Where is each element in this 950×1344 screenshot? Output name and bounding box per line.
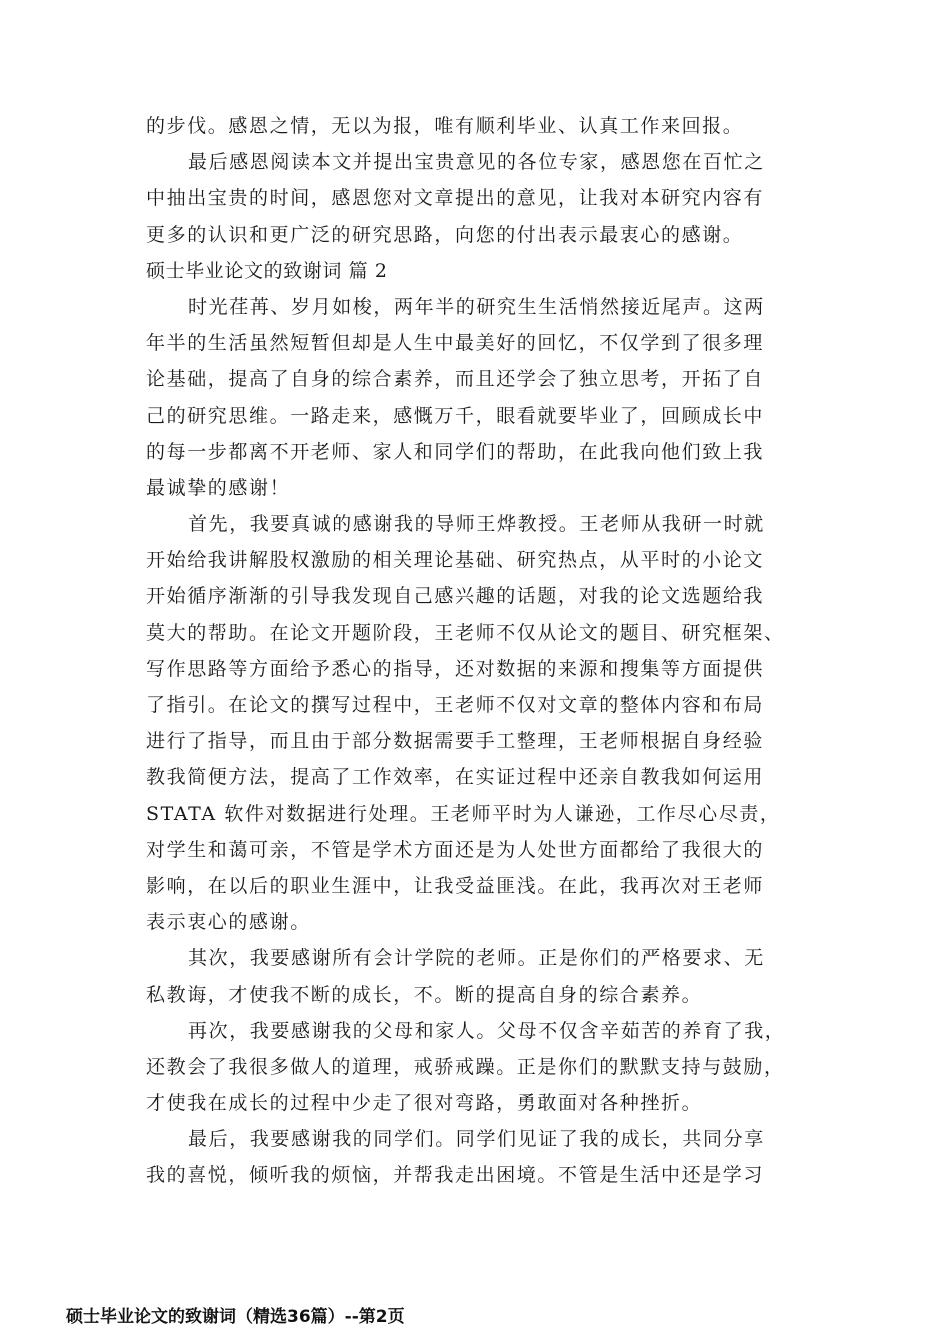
paragraph-line: 时光荏苒、岁月如梭，两年半的研究生生活悄然接近尾声。这两 <box>188 295 765 318</box>
paragraph-line: 教我简便方法，提高了工作效率，在实证过程中还亲自教我如何运用 <box>146 766 765 789</box>
paragraph-line: 对学生和蔼可亲，不管是学术方面还是为人处世方面都给了我很大的 <box>146 838 765 861</box>
paragraph-line: 年半的生活虽然短暂但却是人生中最美好的回忆，不仅学到了很多理 <box>146 332 765 355</box>
paragraph-line: 的步伐。感恩之情，无以为报，唯有顺利毕业、认真工作来回报。 <box>146 115 744 137</box>
paragraph-line: 再次，我要感谢我的父母和家人。父母不仅含辛茹苦的养育了我， <box>188 1019 786 1042</box>
paragraph-line: 论基础，提高了自身的综合素养，而且还学会了独立思考，开拓了自 <box>146 368 765 391</box>
paragraph-line: 最后，我要感谢我的同学们。同学们见证了我的成长，共同分享 <box>188 1128 765 1151</box>
paragraph-line: 最诚挚的感谢！ <box>146 476 291 499</box>
paragraph-line: 了指引。在论文的撰写过程中，王老师不仅对文章的整体内容和布局 <box>146 694 765 716</box>
document-body <box>146 108 816 1194</box>
paragraph-line: 还教会了我很多做人的道理，戒骄戒躁。正是你们的默默支持与鼓励， <box>146 1055 785 1078</box>
paragraph-line: 影响，在以后的职业生涯中，让我受益匪浅。在此，我再次对王老师 <box>146 874 765 897</box>
section-heading: 硕士毕业论文的致谢词 篇 2 <box>146 259 388 282</box>
paragraph-line: STATA 软件对数据进行处理。王老师平时为人谦逊，工作尽心尽责， <box>146 802 781 825</box>
paragraph-line: 我的喜悦，倾听我的烦恼，并帮我走出困境。不管是生活中还是学习 <box>146 1164 765 1187</box>
paragraph-line: 才使我在成长的过程中少走了很对弯路，勇敢面对各种挫折。 <box>146 1092 703 1115</box>
paragraph-line: 写作思路等方面给予悉心的指导，还对数据的来源和搜集等方面提供 <box>146 657 765 680</box>
paragraph-line: 的每一步都离不开老师、家人和同学们的帮助，在此我向他们致上我 <box>146 440 765 463</box>
paragraph-line: 表示衷心的感谢。 <box>146 911 311 934</box>
paragraph-line: 首先，我要真诚的感谢我的导师王烨教授。王老师从我研一时就 <box>188 513 765 536</box>
paragraph-line: 更多的认识和更广泛的研究思路，向您的付出表示最衷心的感谢。 <box>146 223 744 246</box>
paragraph-line: 进行了指导，而且由于部分数据需要手工整理，王老师根据自身经验 <box>146 730 765 753</box>
paragraph-line: 莫大的帮助。在论文开题阶段，王老师不仅从论文的题目、研究框架、 <box>146 621 785 644</box>
paragraph-line: 开始给我讲解股权激励的相关理论基础、研究热点，从平时的小论文 <box>146 549 765 572</box>
paragraph-line: 中抽出宝贵的时间，感恩您对文章提出的意见，让我对本研究内容有 <box>146 187 765 210</box>
paragraph-line: 己的研究思维。一路走来，感慨万千，眼看就要毕业了，回顾成长中 <box>146 404 765 427</box>
paragraph-line: 开始循序渐渐的引导我发现自己感兴趣的话题，对我的论文选题给我 <box>146 585 765 608</box>
page-footer: 硕士毕业论文的致谢词（精选36篇）--第2页 <box>66 1307 405 1327</box>
paragraph-line: 其次，我要感谢所有会计学院的老师。正是你们的严格要求、无 <box>188 947 765 970</box>
paragraph-line: 最后感恩阅读本文并提出宝贵意见的各位专家，感恩您在百忙之 <box>188 151 765 174</box>
paragraph-line: 私教诲，才使我不断的成长，不。断的提高自身的综合素养。 <box>146 983 703 1006</box>
